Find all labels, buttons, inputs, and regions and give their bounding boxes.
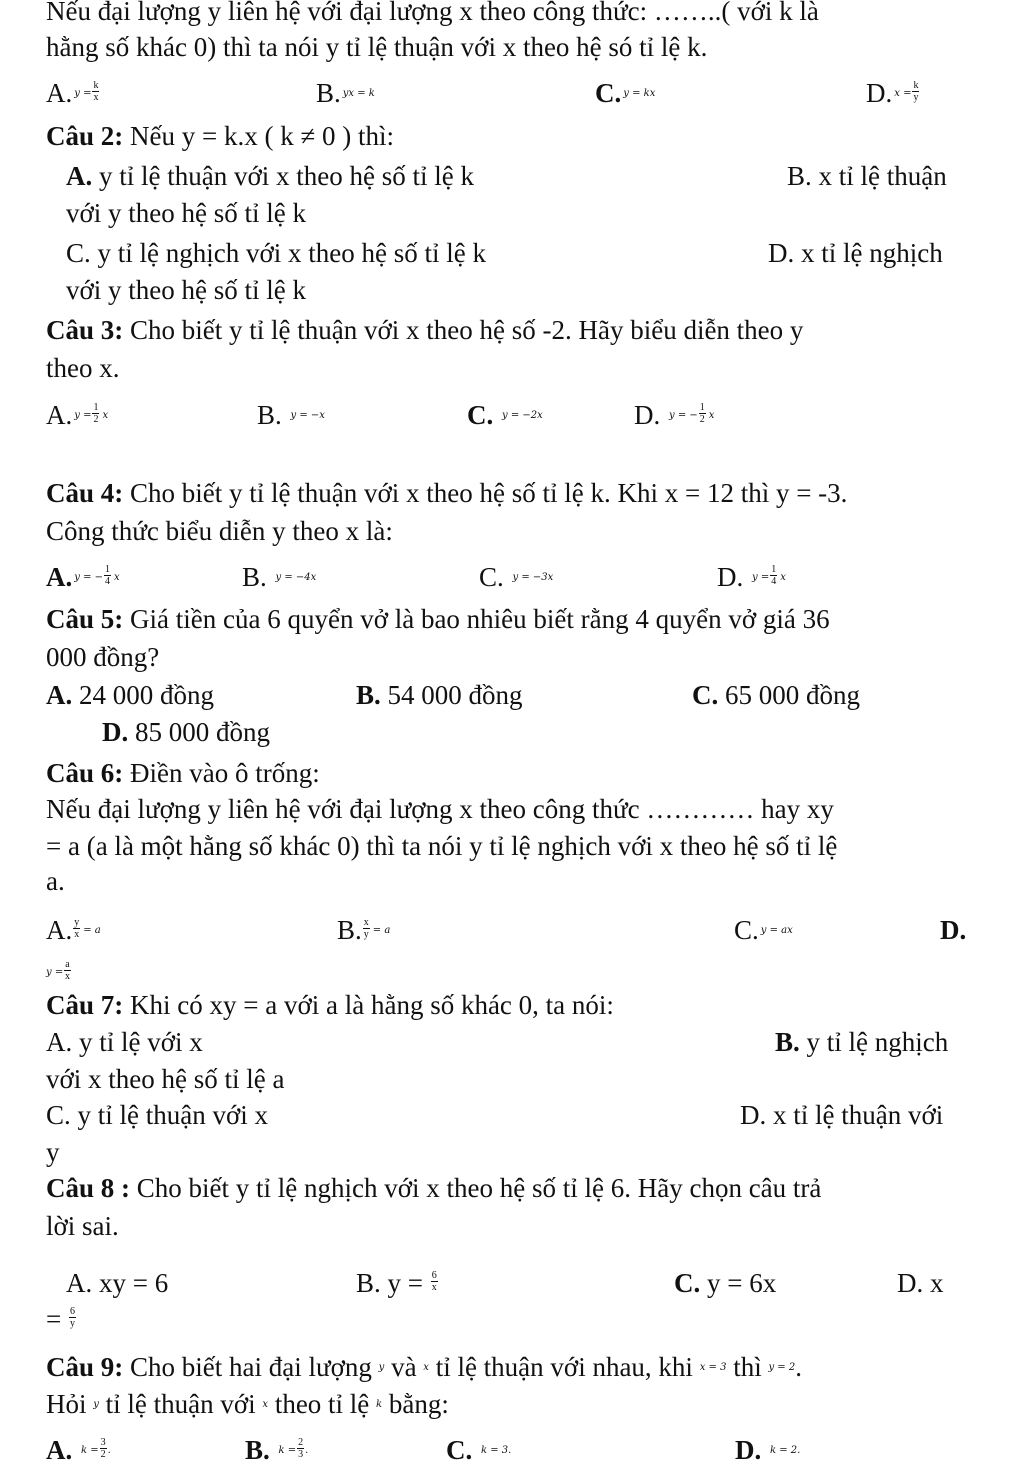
q7-option-b-cont-text: với x theo hệ số tỉ lệ a xyxy=(46,1064,285,1094)
q1-option-a[interactable]: A. $^{y =}$ $\frac{k}{x}$ xyxy=(46,78,99,108)
q9-option-a[interactable]: A. $^{k =}$ $\frac{3}{2}$ . xyxy=(46,1435,111,1465)
q4-option-d[interactable]: D. $^{y =}$ $\frac{1}{4}$ $^x$ xyxy=(717,562,786,592)
q9-stem-text-1: Câu 9: Cho biết hai đại lượng $^y$ và $^x$ tỉ lệ thuận với nhau, khi $^{x = 3}$ thì $^{y = 2}$. xyxy=(46,1352,802,1382)
q4-option-a[interactable]: A. $^{y = -}$ $\frac{1}{4}$ $^x$ xyxy=(46,562,120,592)
q9-option-d[interactable]: D. $^{k = 2.}$ xyxy=(735,1435,801,1465)
q4-a-fraction: $\frac{1}{4}$ xyxy=(105,564,111,588)
q1-option-d[interactable]: D. $^{x =}$ $\frac{k}{y}$ xyxy=(866,78,919,108)
q8-option-c[interactable]: C. y = 6x xyxy=(674,1268,777,1298)
q7-option-d[interactable]: D. x tỉ lệ thuận với xyxy=(740,1100,944,1130)
q5-stem-text-2: 000 đồng? xyxy=(46,642,160,672)
q5-option-b[interactable]: B. 54 000 đồng xyxy=(356,680,523,710)
q3-d-fraction: $\frac{1}{2}$ xyxy=(699,402,705,426)
q6-a-fraction: $\frac{y}{x}$ xyxy=(74,917,80,941)
q8-stem-text-1: Câu 8 : Cho biết y tỉ lệ nghịch với x theo hệ số tỉ lệ 6. Hãy chọn câu trả xyxy=(46,1173,822,1203)
q9-b-fraction: $\frac{2}{3}$ xyxy=(298,1437,304,1461)
q4-d-fraction: $\frac{1}{4}$ xyxy=(771,564,777,588)
q7-option-d-cont-text: y xyxy=(46,1137,60,1167)
q6-option-b[interactable]: B. $\frac{x}{y}$ $^{= a}$ xyxy=(337,915,391,945)
q1-a-fraction: $\frac{k}{x}$ xyxy=(93,80,99,104)
q3-option-a[interactable]: A. $^{y =}$ $\frac{1}{2}$ $^x$ xyxy=(46,400,109,430)
q6-option-a[interactable]: A. $\frac{y}{x}$ $^{= a}$ xyxy=(46,915,101,945)
q7-stem-text: Câu 7: Khi có xy = a với a là hằng số khác 0, ta nói: xyxy=(46,990,614,1020)
q2-option-c[interactable]: C. y tỉ lệ nghịch với x theo hệ số tỉ lệ k xyxy=(66,238,486,268)
q3-a-fraction: $\frac{1}{2}$ xyxy=(93,402,99,426)
q8-option-a[interactable]: A. xy = 6 xyxy=(66,1268,169,1298)
q9-stem-text-2: Hỏi $^y$ tỉ lệ thuận với $^x$ theo tỉ lệ $^k$ bằng: xyxy=(46,1389,449,1419)
q1-stem-text-2: hằng số khác 0) thì ta nói y tỉ lệ thuận với x theo hệ só tỉ lệ k. xyxy=(46,32,708,62)
q6-option-d-formula: $^{y =}$ $\frac{a}{x}$ xyxy=(46,959,70,983)
q7-option-b[interactable]: B. y tỉ lệ nghịch xyxy=(775,1027,949,1057)
q2-option-d[interactable]: D. x tỉ lệ nghịch xyxy=(768,238,943,268)
q8-option-d-cont-text: = $\frac{6}{y}$ xyxy=(46,1304,75,1334)
q7-option-c[interactable]: C. y tỉ lệ thuận với x xyxy=(46,1100,269,1130)
q3-option-d[interactable]: D. $^{y = -}$ $\frac{1}{2}$ $^x$ xyxy=(634,400,715,430)
q4-stem-text-1: Câu 4: Cho biết y tỉ lệ thuận với x theo hệ số tỉ lệ k. Khi x = 12 thì y = -3. xyxy=(46,478,848,508)
q6-text-1: Nếu đại lượng y liên hệ với đại lượng x theo công thức ………… hay xy xyxy=(46,794,834,824)
q2-option-a[interactable]: A. y tỉ lệ thuận với x theo hệ số tỉ lệ k xyxy=(66,161,474,191)
q3-option-c[interactable]: C. $^{y = -2x}$ xyxy=(467,400,543,430)
q6-option-d[interactable]: D. xyxy=(940,915,967,945)
q3-option-b[interactable]: B. $^{y = -x}$ xyxy=(257,400,325,430)
q1-d-fraction: $\frac{k}{y}$ xyxy=(913,80,919,104)
q5-option-c[interactable]: C. 65 000 đồng xyxy=(692,680,860,710)
q6-d-fraction: $\frac{a}{x}$ xyxy=(64,959,70,983)
q9-option-b[interactable]: B. $^{k =}$ $\frac{2}{3}$ . xyxy=(245,1435,309,1465)
q2-option-b-cont-text: với y theo hệ số tỉ lệ k xyxy=(66,198,306,228)
q8-d-fraction: $\frac{6}{y}$ xyxy=(69,1306,75,1330)
q2-option-b[interactable]: B. x tỉ lệ thuận xyxy=(787,161,947,191)
q6-b-fraction: $\frac{x}{y}$ xyxy=(363,917,369,941)
q4-option-c[interactable]: C. $^{y = -3x}$ xyxy=(479,562,554,592)
q2-option-d-cont-text: với y theo hệ số tỉ lệ k xyxy=(66,275,306,305)
q3-stem-text-1: Câu 3: Cho biết y tỉ lệ thuận với x theo hệ số -2. Hãy biểu diễn theo y xyxy=(46,315,804,345)
q4-stem-text-2: Công thức biểu diễn y theo x là: xyxy=(46,516,393,546)
q3-stem-text-2: theo x. xyxy=(46,353,120,383)
q5-stem-text-1: Câu 5: Giá tiền của 6 quyển vở là bao nhiêu biết rằng 4 quyển vở giá 36 xyxy=(46,604,830,634)
q8-option-d[interactable]: D. x xyxy=(897,1268,944,1298)
q9-a-fraction: $\frac{3}{2}$ xyxy=(100,1437,106,1461)
q5-option-d[interactable]: D. 85 000 đồng xyxy=(102,717,270,747)
q8-option-b[interactable]: B. y = $\frac{6}{x}$ xyxy=(356,1268,437,1298)
q8-b-fraction: $\frac{6}{x}$ xyxy=(431,1270,437,1294)
q6-option-c[interactable]: C. $^{y = ax}$ xyxy=(734,915,793,945)
q7-option-a[interactable]: A. y tỉ lệ với x xyxy=(46,1027,203,1057)
q2-stem-text: Câu 2: Nếu y = k.x ( k ≠ 0 ) thì: xyxy=(46,121,395,151)
q4-option-b[interactable]: B. $^{y = -4x}$ xyxy=(242,562,317,592)
q1-option-c[interactable]: C. $^{y = kx}$ xyxy=(595,78,656,108)
q6-stem-text: Câu 6: Điền vào ô trống: xyxy=(46,758,320,788)
q6-text-3: a. xyxy=(46,866,65,896)
q6-text-2: = a (a là một hằng số khác 0) thì ta nói y tỉ lệ nghịch với x theo hệ số tỉ lệ xyxy=(46,831,838,861)
q8-stem-text-2: lời sai. xyxy=(46,1211,119,1241)
q1-stem-text-1: Nếu đại lượng y liên hệ với đại lượng x theo công thức: ……..( với k là xyxy=(46,0,819,26)
q1-option-b[interactable]: B. $^{yx = k}$ xyxy=(316,78,375,108)
q5-option-a[interactable]: A. 24 000 đồng xyxy=(46,680,214,710)
q9-option-c[interactable]: C. $^{k = 3.}$ xyxy=(446,1435,512,1465)
